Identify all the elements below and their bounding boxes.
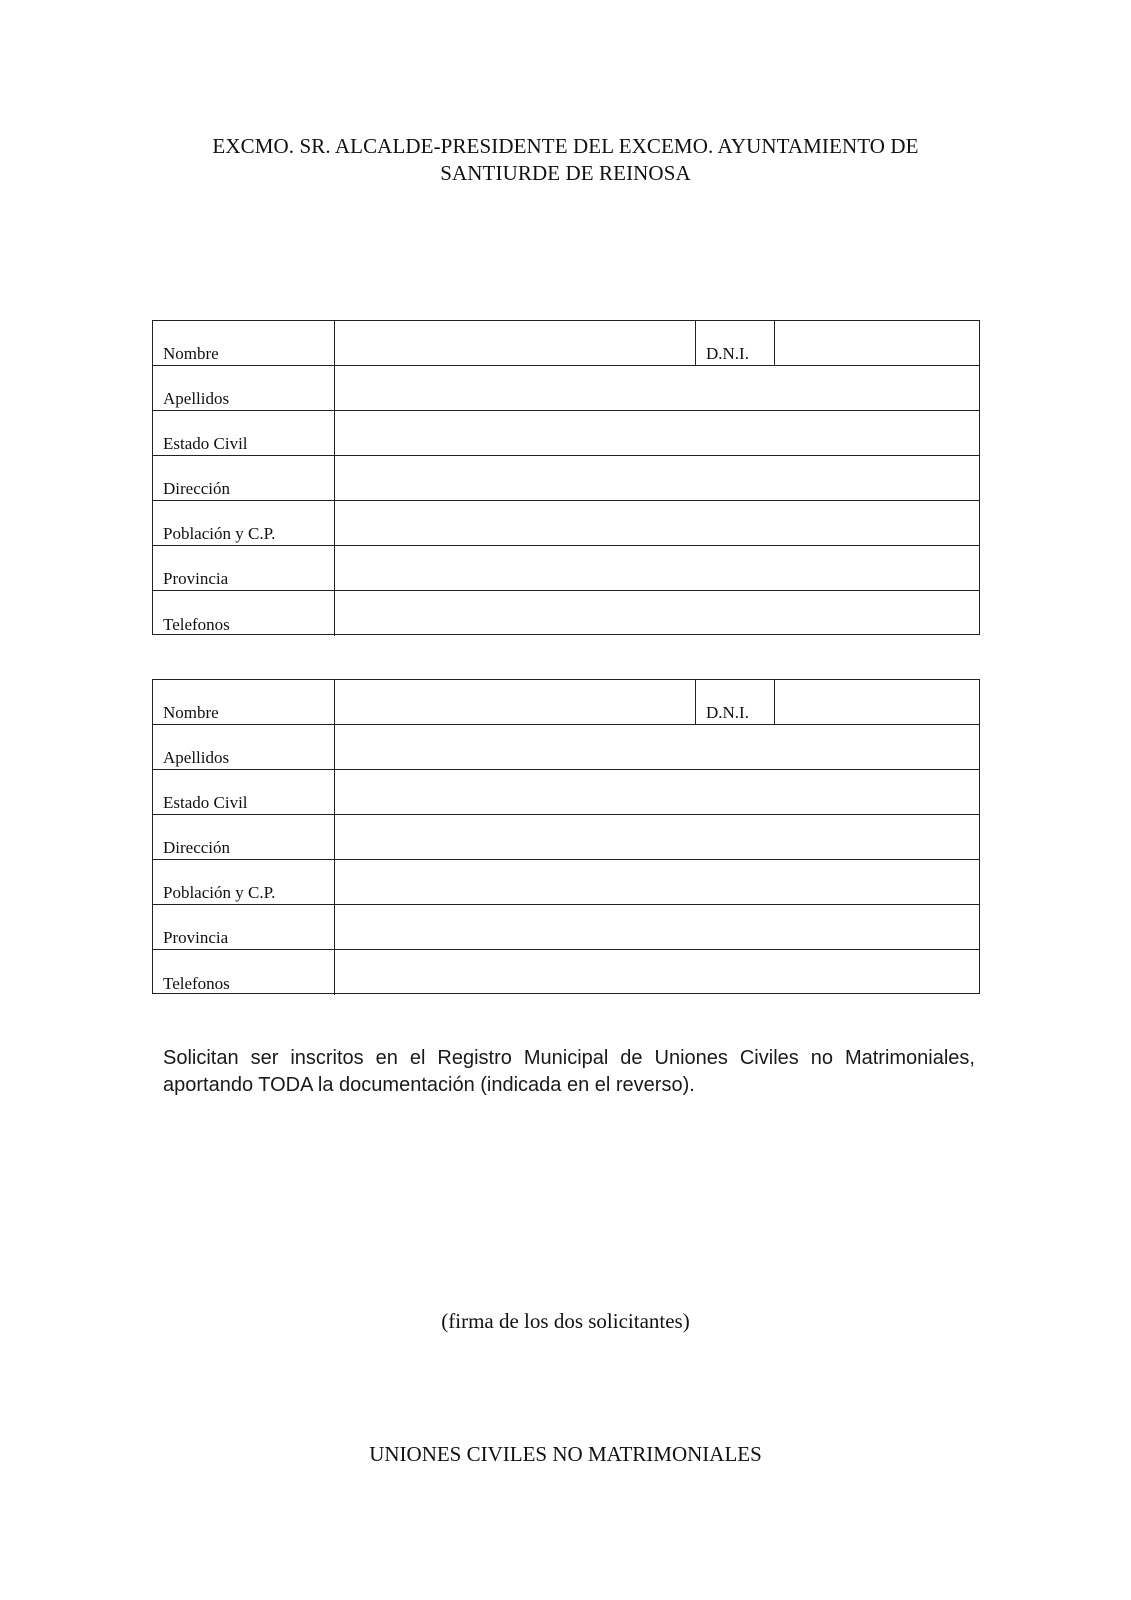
row-telefonos — [153, 591, 979, 636]
poblacion-cp-label: Población y C.P. — [163, 883, 276, 902]
telefonos-label: Telefonos — [163, 615, 230, 634]
estado-civil-field[interactable] — [335, 411, 979, 455]
estado-civil-label: Estado Civil — [163, 793, 248, 812]
row-nombre — [153, 321, 979, 366]
direccion-field[interactable] — [335, 815, 979, 859]
row-telefonos — [153, 950, 979, 995]
estado-civil-label: Estado Civil — [163, 434, 248, 453]
nombre-field[interactable] — [335, 680, 695, 724]
telefonos-field[interactable] — [335, 950, 979, 995]
direccion-field[interactable] — [335, 456, 979, 500]
row-nombre — [153, 680, 979, 725]
footer-title: UNIONES CIVILES NO MATRIMONIALES — [369, 1442, 762, 1466]
estado-civil-field[interactable] — [335, 770, 979, 814]
apellidos-field[interactable] — [335, 725, 979, 769]
row-poblacion-cp — [153, 860, 979, 905]
nombre-field[interactable] — [335, 321, 695, 365]
document-header — [100, 133, 1031, 187]
poblacion-cp-label: Población y C.P. — [163, 524, 276, 543]
dni-label: D.N.I. — [706, 344, 749, 363]
row-apellidos — [153, 725, 979, 770]
applicant-2-form — [152, 679, 980, 994]
telefonos-label: Telefonos — [163, 974, 230, 993]
poblacion-cp-field[interactable] — [335, 860, 979, 904]
apellidos-label: Apellidos — [163, 748, 230, 767]
telefonos-field[interactable] — [335, 591, 979, 636]
header-line-1: EXCMO. SR. ALCALDE-PRESIDENTE DEL EXCEMO. AYUNTAMIENTO DE — [212, 134, 919, 158]
applicant-1-form — [152, 320, 980, 635]
apellidos-field[interactable] — [335, 366, 979, 410]
poblacion-cp-field[interactable] — [335, 501, 979, 545]
provincia-field[interactable] — [335, 905, 979, 949]
direccion-label: Dirección — [163, 479, 231, 498]
row-apellidos — [153, 366, 979, 411]
signature-note: (firma de los dos solicitantes) — [441, 1309, 690, 1333]
row-provincia — [153, 905, 979, 950]
apellidos-label: Apellidos — [163, 389, 230, 408]
row-estado-civil — [153, 411, 979, 456]
request-paragraph: Solicitan ser inscritos en el Registro Municipal de Uniones Civiles no Matrimoniales, aportando TODA la documentación (indicada en el reverso). — [163, 1047, 975, 1096]
nombre-label: Nombre — [163, 703, 219, 722]
provincia-label: Provincia — [163, 569, 229, 588]
dni-label: D.N.I. — [706, 703, 749, 722]
nombre-label: Nombre — [163, 344, 219, 363]
direccion-label: Dirección — [163, 838, 231, 857]
header-line-2: SANTIURDE DE REINOSA — [440, 161, 691, 185]
row-direccion — [153, 456, 979, 501]
dni-field[interactable] — [775, 680, 979, 724]
dni-field[interactable] — [775, 321, 979, 365]
row-poblacion-cp — [153, 501, 979, 546]
row-provincia — [153, 546, 979, 591]
row-estado-civil — [153, 770, 979, 815]
provincia-field[interactable] — [335, 546, 979, 590]
provincia-label: Provincia — [163, 928, 229, 947]
row-direccion — [153, 815, 979, 860]
